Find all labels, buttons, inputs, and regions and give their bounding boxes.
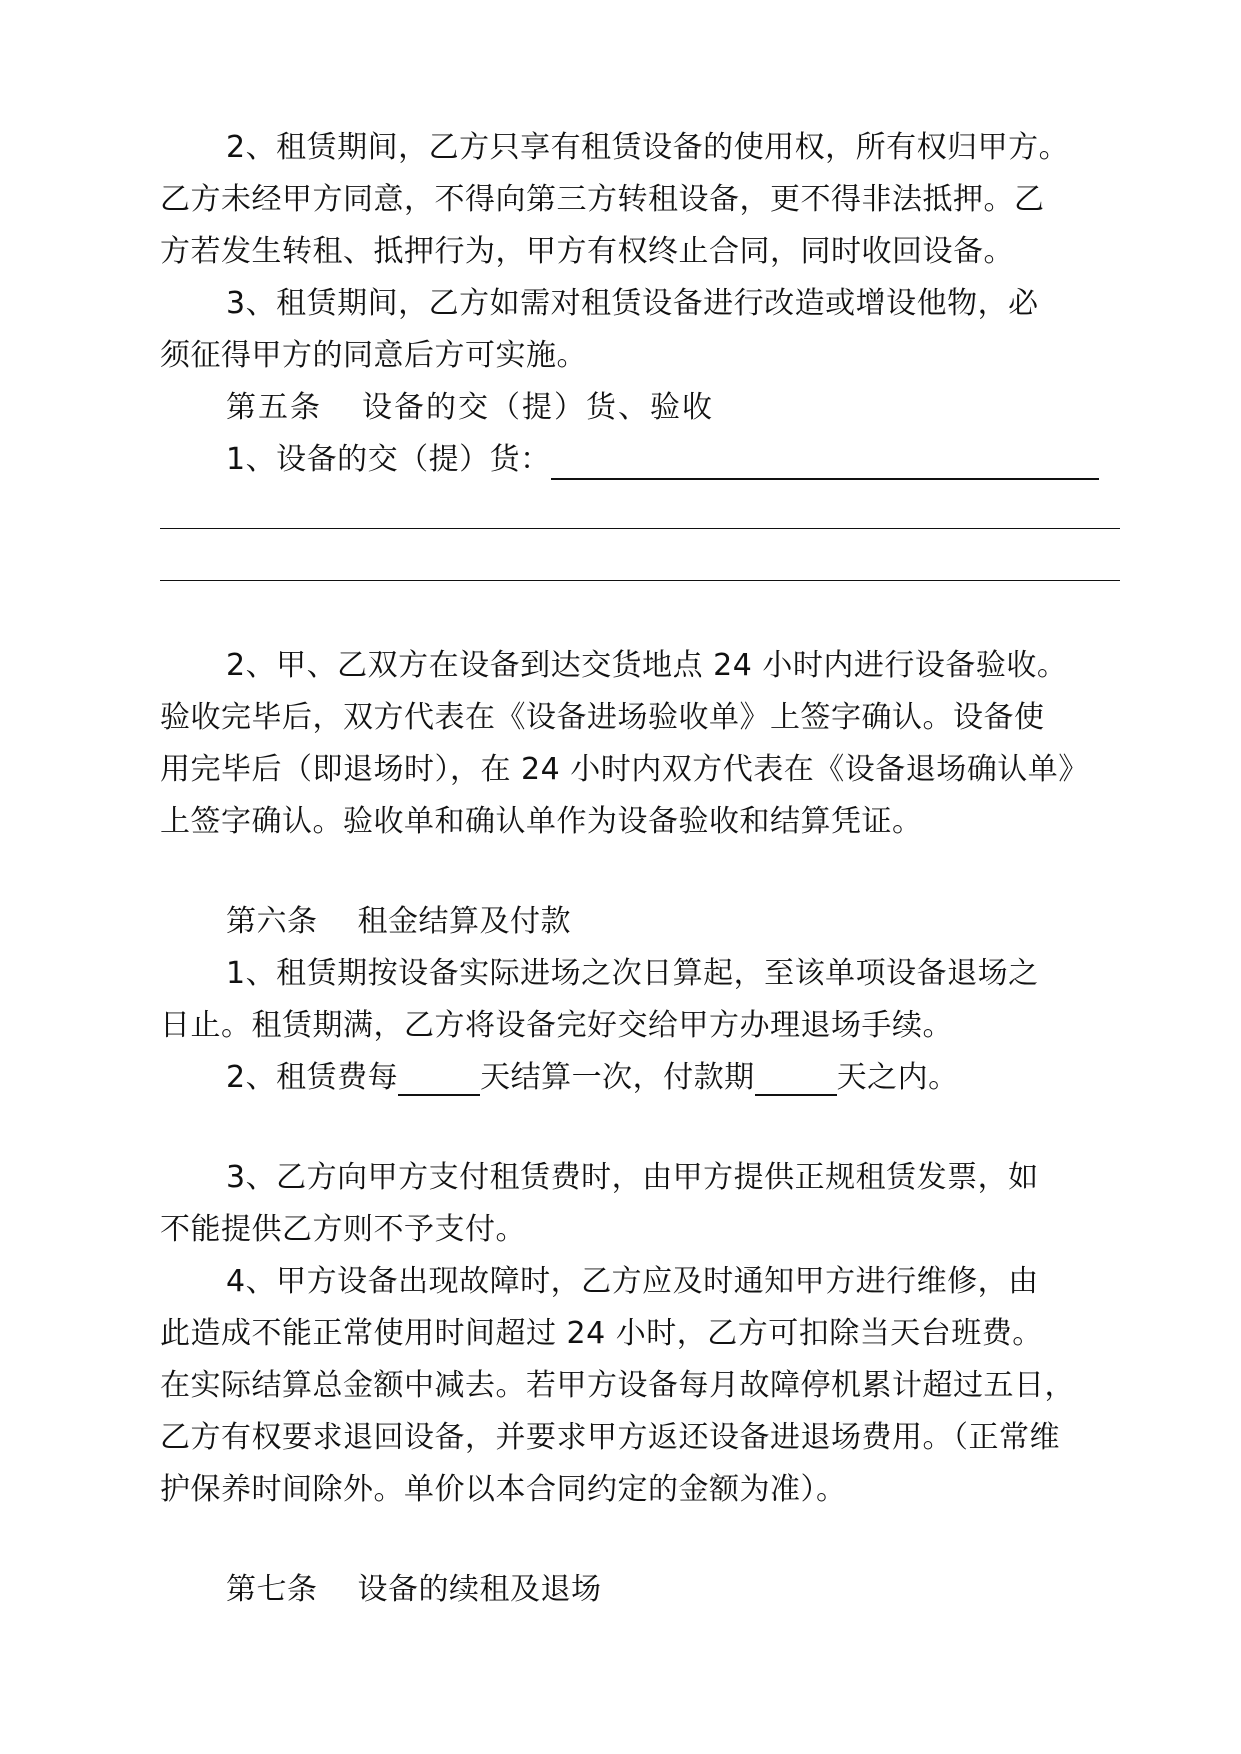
- fill-in-text: 2、租赁费每: [226, 1060, 399, 1095]
- paragraph-line: 乙方有权要求退回设备，并要求甲方返还设备进退场费用。（正常维: [160, 1420, 1060, 1455]
- paragraph-line: 乙方未经甲方同意，不得向第三方转租设备，更不得非法抵押。乙: [160, 182, 1045, 217]
- section-title: 设备的交（提）货、验收: [362, 390, 714, 425]
- paragraph-line: 3、乙方向甲方支付租赁费时，由甲方提供正规租赁发票，如: [226, 1160, 1039, 1195]
- paragraph-line: 3、租赁期间，乙方如需对租赁设备进行改造或增设他物，必: [226, 286, 1039, 321]
- fill-in-text: 天之内。: [836, 1060, 959, 1095]
- paragraph-line: 1、租赁期按设备实际进场之次日算起，至该单项设备退场之: [226, 956, 1039, 991]
- paragraph-line: 护保养时间除外。单价以本合同约定的金额为准）。: [160, 1472, 847, 1507]
- fill-in-blank[interactable]: [398, 1062, 480, 1096]
- fill-in-row: [160, 434, 1186, 486]
- fill-in-row: [160, 1052, 1186, 1104]
- paragraph-line: 2、甲、乙双方在设备到达交货地点 24 小时内进行设备验收。: [226, 648, 1068, 683]
- fill-in-label: 1、设备的交（提）货：: [226, 442, 551, 477]
- fill-in-blank-line[interactable]: [160, 580, 1120, 581]
- paragraph-line: 4、甲方设备出现故障时，乙方应及时通知甲方进行维修，由: [226, 1264, 1039, 1299]
- section-number: 第五条: [226, 390, 322, 425]
- section-title: 设备的续租及退场: [357, 1572, 602, 1607]
- section-number: 第六条: [226, 904, 318, 939]
- paragraph-line: 日止。租赁期满，乙方将设备完好交给甲方办理退场手续。: [160, 1008, 953, 1043]
- fill-in-blank[interactable]: [551, 442, 1099, 480]
- fill-in-blank[interactable]: [755, 1062, 837, 1096]
- fill-in-text: 天结算一次，付款期: [480, 1060, 755, 1095]
- section-title: 租金结算及付款: [357, 904, 571, 939]
- fill-in-blank-line[interactable]: [160, 528, 1120, 529]
- paragraph-line: 2、租赁期间，乙方只享有租赁设备的使用权，所有权归甲方。: [226, 130, 1070, 165]
- paragraph-line: 方若发生转租、抵押行为，甲方有权终止合同，同时收回设备。: [160, 234, 1014, 269]
- section-heading: [160, 382, 1186, 434]
- paragraph-line: 上签字确认。验收单和确认单作为设备验收和结算凭证。: [160, 804, 923, 839]
- paragraph-line: 此造成不能正常使用时间超过 24 小时，乙方可扣除当天台班费。: [160, 1316, 1043, 1351]
- paragraph-line: 须征得甲方的同意后方可实施。: [160, 338, 587, 373]
- paragraph-line: 在实际结算总金额中减去。若甲方设备每月故障停机累计超过五日，: [160, 1368, 1075, 1403]
- paragraph-line: 不能提供乙方则不予支付。: [160, 1212, 526, 1247]
- section-heading: [160, 896, 1186, 948]
- paragraph-line: 用完毕后（即退场时），在 24 小时内双方代表在《设备退场确认单》: [160, 752, 1089, 787]
- section-number: 第七条: [226, 1572, 318, 1607]
- paragraph-line: 验收完毕后，双方代表在《设备进场验收单》上签字确认。设备使: [160, 700, 1045, 735]
- section-heading: [160, 1564, 1186, 1616]
